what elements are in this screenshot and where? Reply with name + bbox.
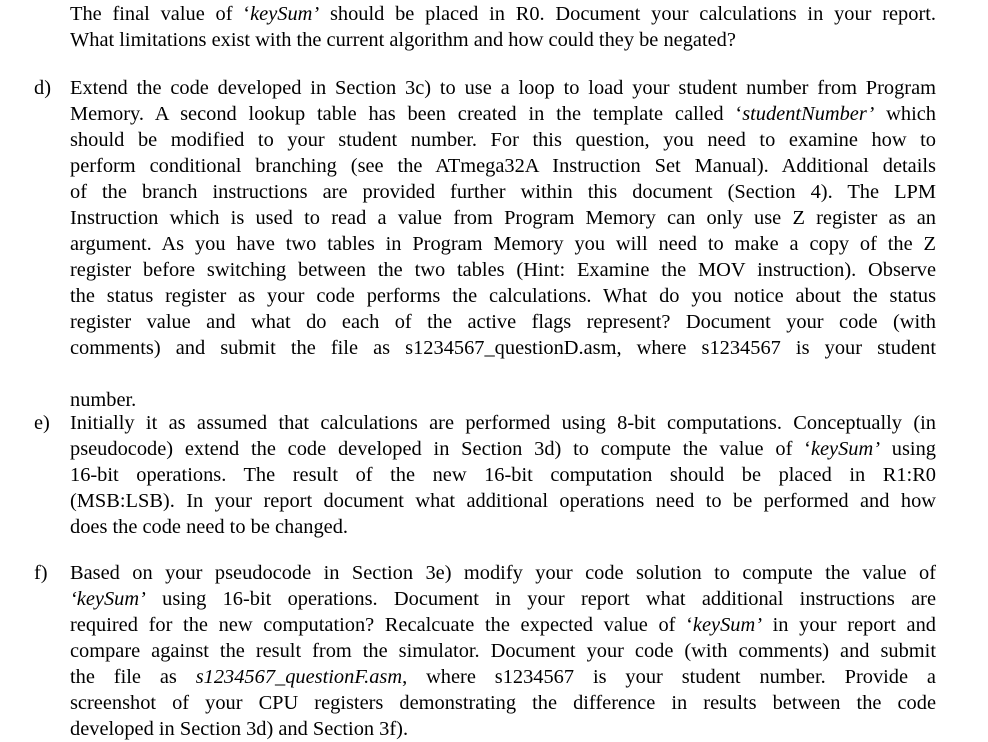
- item-marker-e: e): [34, 412, 50, 434]
- d-line-3: should be modified to your student number. For this question, you need to examine how to: [70, 129, 936, 151]
- intro-line-1: The final value of ‘keySum’ should be placed in R0. Document your calculations in your report.: [70, 3, 936, 25]
- f-line-2: ‘keySum’ using 16-bit operations. Document in your report what additional instructions are: [70, 588, 936, 610]
- d-line-8: register before switching between the two tables (Hint: Examine the MOV instruction). Observe: [70, 259, 936, 281]
- e-line-2: pseudocode) extend the code developed in Section 3d) to compute the value of ‘keySum’ using: [70, 438, 936, 460]
- d-line-13: number.: [70, 389, 137, 411]
- d-line-1: Extend the code developed in Section 3c) to use a loop to load your student number from Program: [70, 77, 936, 99]
- f-line-4: compare against the result from the simulator. Document your code (with comments) and submit: [70, 640, 936, 662]
- f-line-3: required for the new computation? Recalcuate the expected value of ‘keySum’ in your report and: [70, 614, 936, 636]
- e-line-1: Initially it as assumed that calculations are performed using 8-bit computations. Conceptually (in: [70, 412, 936, 434]
- d-line-5: of the branch instructions are provided further within this document (Section 4). The LPM: [70, 181, 936, 203]
- d-line-2: Memory. A second lookup table has been created in the template called ‘studentNumber’ which: [70, 103, 936, 125]
- e-line-3: 16-bit operations. The result of the new 16-bit computation should be placed in R1:R0: [70, 464, 936, 486]
- f-line-1: Based on your pseudocode in Section 3e) modify your code solution to compute the value of: [70, 562, 936, 584]
- d-line-7: argument. As you have two tables in Program Memory you will need to make a copy of the Z: [70, 233, 936, 255]
- d-line-12: [70, 361, 936, 387]
- f-line-5: the file as s1234567_questionF.asm, where s1234567 is your student number. Provide a: [70, 666, 936, 688]
- intro-line-2: What limitations exist with the current algorithm and how could they be negated?: [70, 29, 736, 51]
- item-marker-d: d): [34, 77, 51, 99]
- d-line-11: comments) and submit the file as s1234567_questionD.asm, where s1234567 is your student: [70, 337, 936, 359]
- e-line-4: (MSB:LSB). In your report document what additional operations need to be performed and how: [70, 490, 936, 512]
- f-line-7: developed in Section 3d) and Section 3f).: [70, 718, 409, 740]
- f-line-6: screenshot of your CPU registers demonstrating the difference in results between the code: [70, 692, 936, 714]
- d-line-10: register value and what do each of the active flags represent? Document your code (with: [70, 311, 936, 333]
- item-marker-f: f): [34, 562, 48, 584]
- d-line-6: Instruction which is used to read a value from Program Memory can only use Z register as an: [70, 207, 936, 229]
- d-line-9: the status register as your code performs the calculations. What do you notice about the status: [70, 285, 936, 307]
- e-line-5: does the code need to be changed.: [70, 516, 348, 538]
- d-line-4: perform conditional branching (see the ATmega32A Instruction Set Manual). Additional details: [70, 155, 936, 177]
